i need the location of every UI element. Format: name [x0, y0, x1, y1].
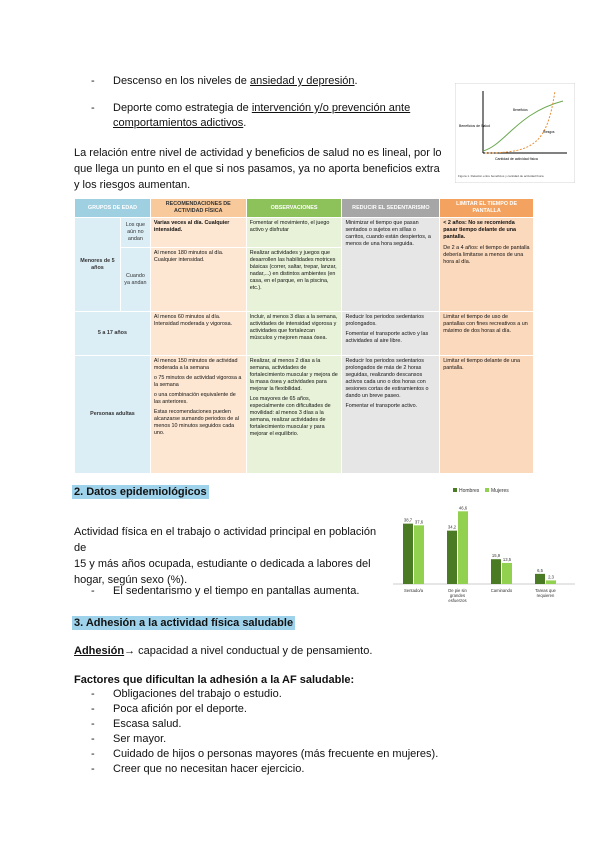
value-label-mujeres-2: 13,5 — [502, 556, 512, 562]
category-label-3: requieren — [536, 593, 555, 598]
category-label-2: Caminando — [490, 588, 513, 593]
category-label-1: grandes — [449, 593, 466, 598]
svg-text:Figura 1. Relación entre benef: Figura 1. Relación entre beneficios y cantidad de actividad física — [458, 174, 544, 178]
group-under-5: Menores de 5 años — [75, 218, 121, 312]
value-label-mujeres-3: 2,3 — [548, 574, 554, 580]
benefit-risk-figure — [455, 83, 575, 183]
bar-mujeres-3 — [546, 580, 556, 584]
value-label-hombres-1: 34,2 — [447, 524, 457, 530]
svg-text:Cantidad de actividad física: Cantidad de actividad física — [495, 157, 538, 161]
section2-heading: 2. Datos epidemiológicos — [74, 486, 207, 498]
intro-paragraph: La relación entre nivel de actividad y beneficios de salud no es lineal, por lo que llega un punto en el que si nos pasamos, ya no aporta beneficios extra y los riesgos aumentan. — [74, 147, 442, 191]
factor-item: - Ser mayor. — [91, 733, 167, 745]
sed-under-5: Minimizar el tiempo que pasan sentados o sujetos en sillas o carritos, cuando están despiertos, a menos de una hora seguida. — [342, 218, 440, 312]
obs-not-walking: Fomentar el movimiento, el juego activo y disfrutar — [246, 218, 342, 248]
category-label-1: esfuerzos — [448, 598, 467, 603]
category-label-3: Tareas que — [535, 588, 556, 593]
activity-chart — [393, 483, 575, 608]
header-sedentarism: REDUCIR EL SEDENTARISMO — [342, 199, 440, 218]
factor-item: - Poca afición por el deporte. — [91, 703, 247, 715]
subgroup-not-walking: Los que aún no andan — [120, 218, 150, 248]
legend-swatch-mujeres — [485, 488, 489, 492]
factor-item: - Cuidado de hijos o personas mayores (más frecuente en mujeres). — [91, 748, 439, 760]
sed-adults: Reducir los periodos sedentarios prolongados de más de 2 horas seguidas, realizando descansos activos cada uno o dos horas con sesiones cortas de estiramientos o dando un breve paseo. Fomentar el transporte activo. — [342, 356, 440, 474]
obs-5-17: Incluir, al menos 3 días a la semana, actividades de intensidad vigorosa y actividades que fortalezcan músculos y mejoren masa ósea. — [246, 312, 342, 356]
chart-legend — [453, 488, 509, 494]
section2-paragraph: Actividad física en el trabajo o actividad principal en población de 15 y más años ocupada, estudiante o dedicada a labores del hogar, según sexo (%). — [74, 526, 377, 586]
value-label-hombres-3: 6,5 — [537, 567, 543, 573]
bullet-sedentarism: - El sedentarismo y el tiempo en pantallas aumenta. — [91, 585, 360, 597]
group-5-17: 5 a 17 años — [75, 312, 151, 356]
factors-title: Factores que dificultan la adhesión a la AF saludable: — [74, 674, 355, 686]
header-recommendations: RECOMENDACIONES DE ACTIVIDAD FÍSICA — [150, 199, 246, 218]
bar-hombres-1 — [447, 531, 457, 584]
value-label-hombres-2: 15,9 — [491, 553, 501, 559]
legend-label-hombres: Hombres — [459, 488, 480, 494]
svg-text:Riesgos: Riesgos — [543, 130, 555, 134]
svg-text:Beneficios: Beneficios — [513, 108, 528, 112]
legend-label-mujeres: Mujeres — [491, 488, 509, 494]
legend-swatch-hombres — [453, 488, 457, 492]
sed-5-17: Reducir los periodos sedentarios prolongados. Fomentar el transporte activo y las actividades al aire libre. — [342, 312, 440, 356]
value-label-mujeres-0: 37,6 — [414, 519, 424, 525]
recommendations-table — [74, 198, 534, 474]
rec-5-17: Al menos 60 minutos al día. Intensidad moderada y vigorosa. — [150, 312, 246, 356]
factor-item: - Obligaciones del trabajo o estudio. — [91, 688, 282, 700]
value-label-mujeres-1: 46,6 — [458, 505, 468, 511]
rec-adults: Al menos 150 minutos de actividad moderada a la semana o 75 minutos de actividad vigorosa a la semana o una combinación equivalente de las anteriores. Estas recomendaciones pueden alcanzarse sumando periodos de al menos 10 minutos seguidos cada uno. — [150, 356, 246, 474]
value-label-hombres-0: 38,7 — [403, 517, 413, 523]
bar-mujeres-1 — [458, 511, 468, 584]
bar-hombres-3 — [535, 574, 545, 584]
obs-walking: Realizar actividades y juegos que desarrollen las habilidades motrices básicas (correr, saltar, trepar, lanzar, nadar,...) en distintos ambientes (en casa, en el parque, en la piscina, etc.). — [246, 248, 342, 312]
activity-bar-chart — [393, 483, 575, 608]
bar-mujeres-0 — [414, 525, 424, 584]
subgroup-walking: Cuando ya andan — [120, 248, 150, 312]
header-observations: OBSERVACIONES — [246, 199, 342, 218]
anxiety-link-text: ansiedad y depresión — [249, 75, 355, 87]
bar-hombres-0 — [403, 524, 413, 584]
adhesion-definition: Adhesión→ capacidad a nivel conductual y de pensamiento. — [74, 645, 373, 657]
screen-5-17: Limitar el tiempo de uso de pantallas con fines recreativos a un máximo de dos horas al día. — [440, 312, 534, 356]
factor-item: - Escasa salud. — [91, 718, 182, 730]
svg-text:Beneficios de Salud: Beneficios de Salud — [459, 124, 490, 128]
bar-hombres-2 — [491, 559, 501, 584]
bullet-addiction: - Deporte como estrategia de intervención y/o prevención ante comportamientos adictivos. — [91, 102, 411, 129]
obs-adults: Realizar, al menos 2 días a la semana, actividades de fortalecimiento muscular y mejora de la masa ósea y actividades para mejorar la flexibilidad. Los mayores de 65 años, especialmente con dificultades de movilidad: al menos 3 días a la semana, realizar actividades de fortalecimiento muscular y para mejorar el equilibrio. — [246, 356, 342, 474]
bullet-anxiety: - Descenso en los niveles de ansiedad y depresión. — [91, 75, 358, 87]
category-label-0: Sentado/a — [403, 588, 424, 593]
rec-not-walking: Varias veces al día. Cualquier intensidad. — [150, 218, 246, 248]
category-label-1: De pie sin — [448, 588, 467, 593]
header-age-groups: GRUPOS DE EDAD — [75, 199, 151, 218]
section3-heading: 3. Adhesión a la actividad física saludable — [74, 617, 294, 629]
screen-under-5: < 2 años: No se recomienda pasar tiempo delante de una pantalla. De 2 a 4 años: el tiempo de pantalla debería limitarse a menos de una hora al día. — [440, 218, 534, 312]
group-adults: Personas adultas — [75, 356, 151, 474]
benefit-risk-curve — [455, 83, 575, 183]
rec-walking: Al menos 180 minutos al día. Cualquier intensidad. — [150, 248, 246, 312]
bar-mujeres-2 — [502, 563, 512, 584]
header-screen-time: LIMITAR EL TIEMPO DE PANTALLA — [440, 199, 534, 218]
screen-adults: Limitar el tiempo delante de una pantalla. — [440, 356, 534, 474]
factor-item: - Creer que no necesitan hacer ejercicio. — [91, 763, 305, 775]
